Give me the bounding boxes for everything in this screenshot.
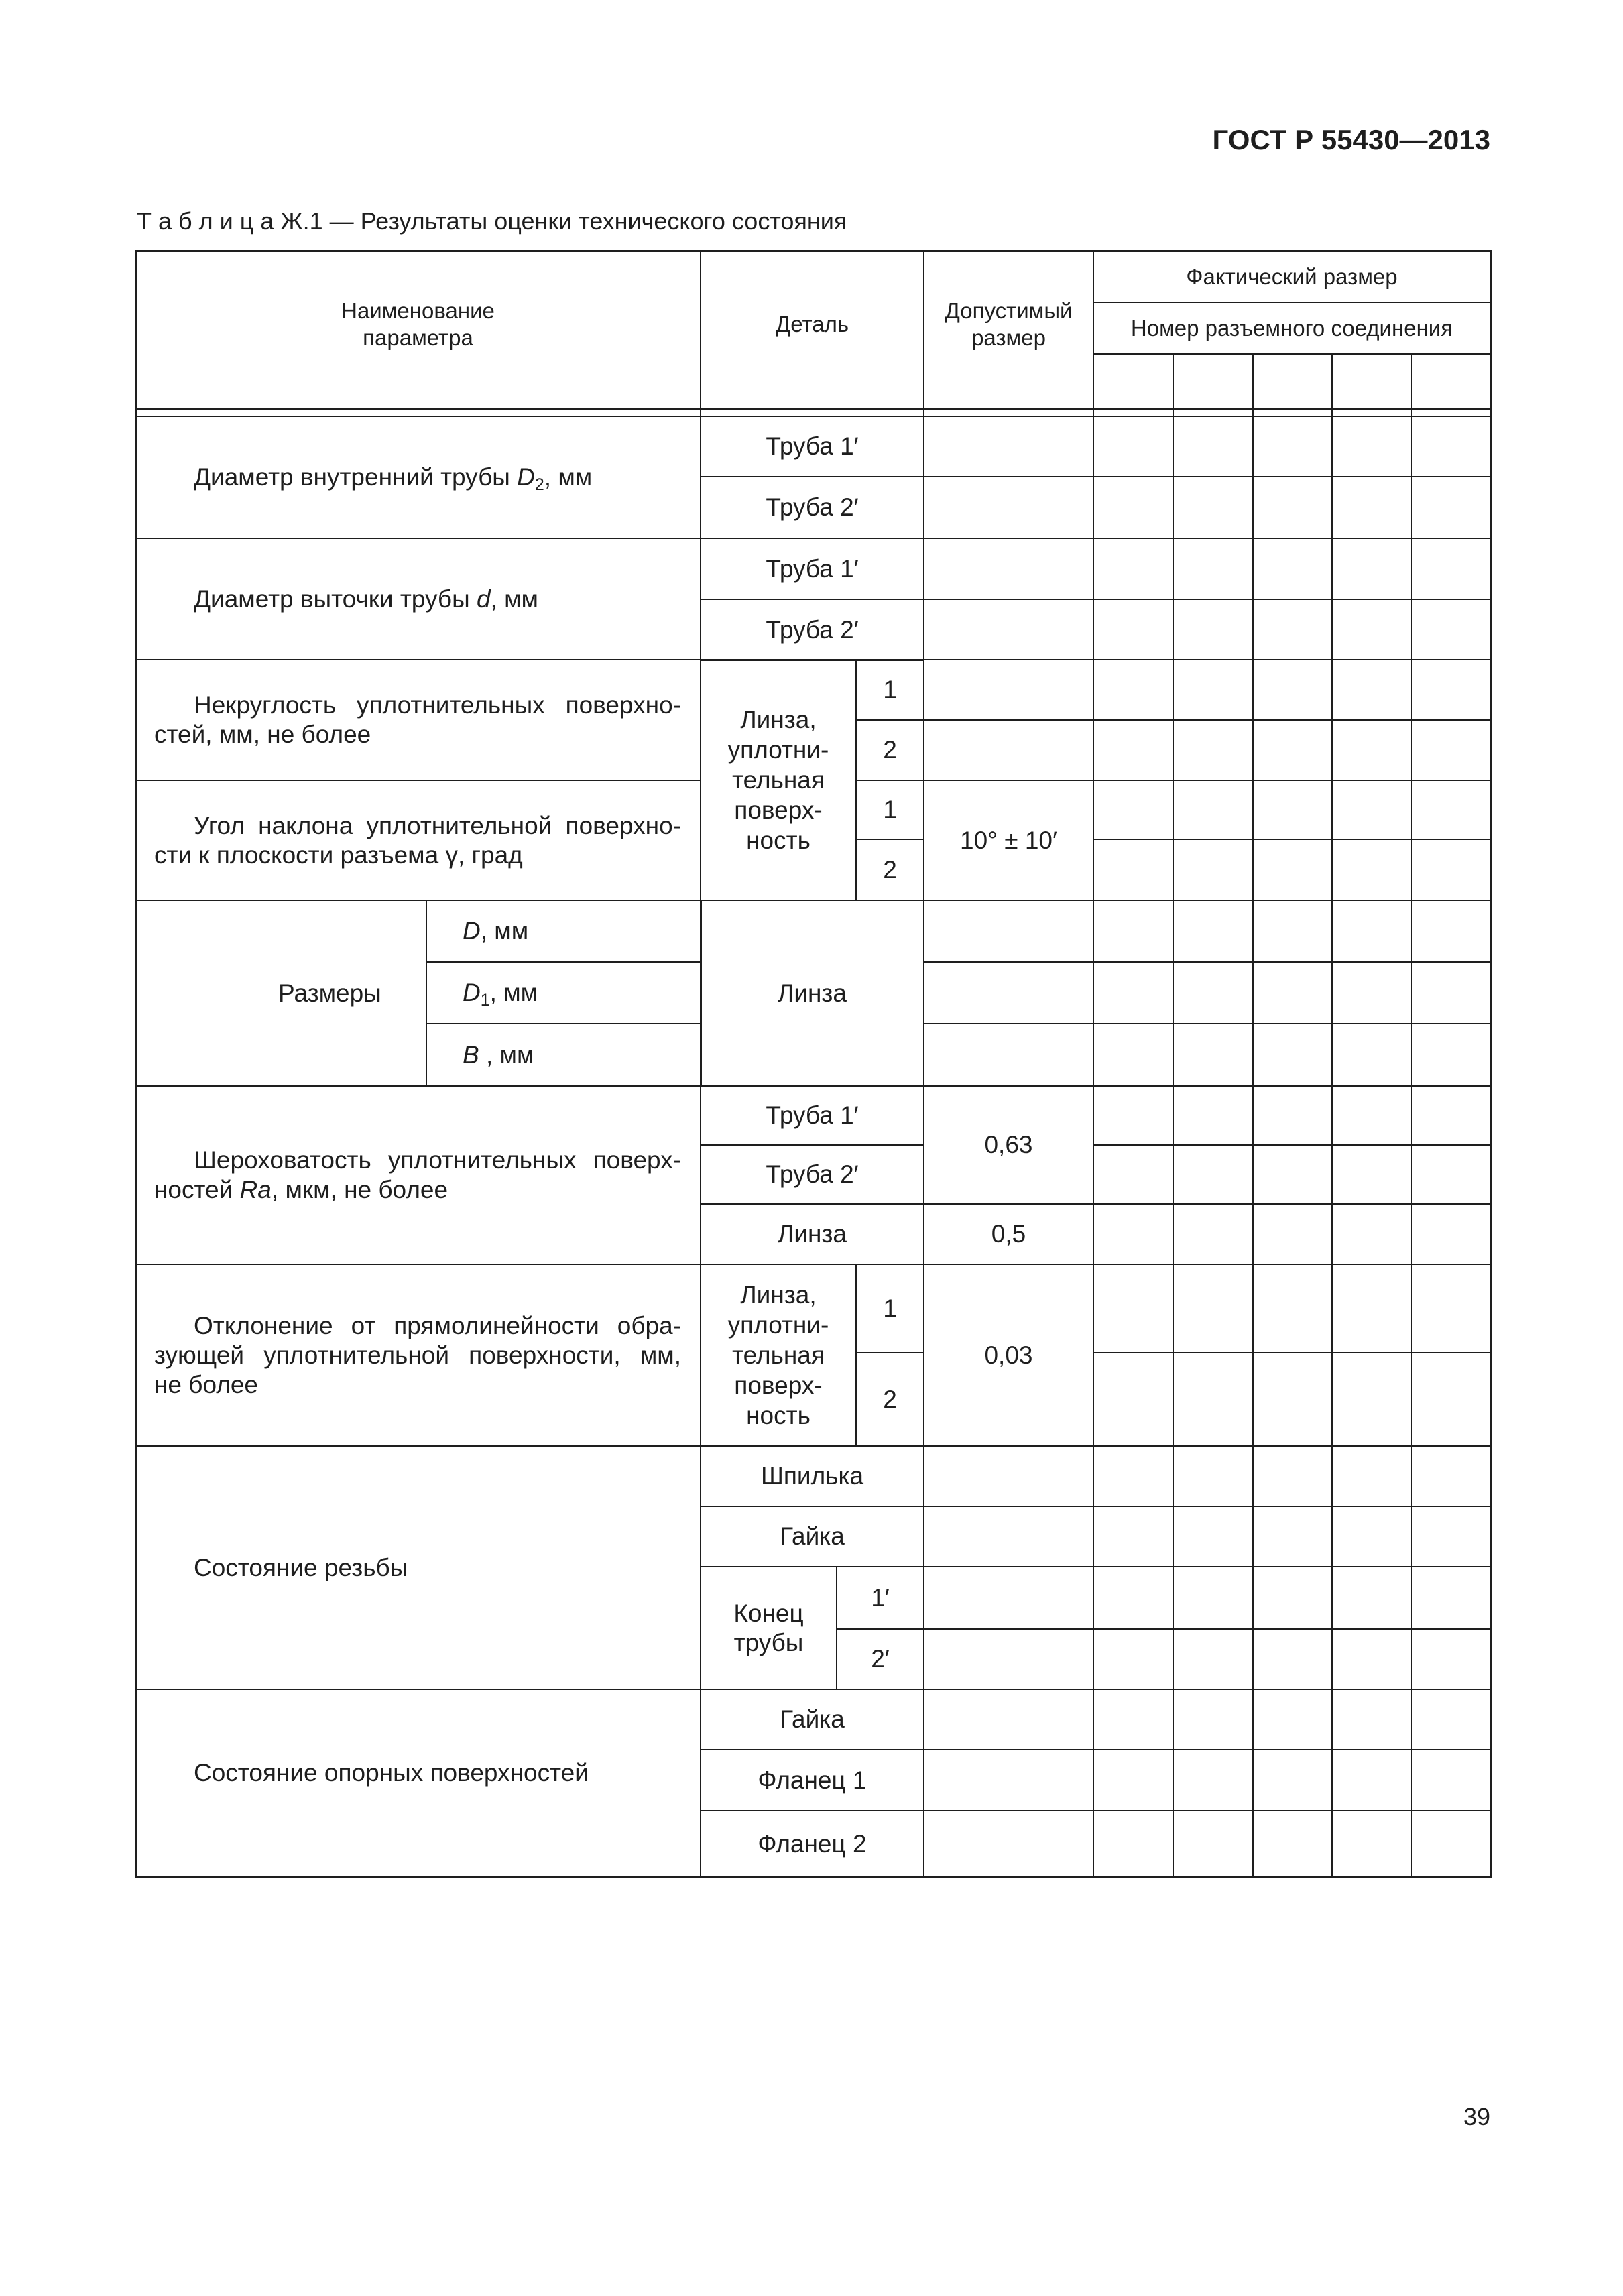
- allowed-size-value: 10° ± 10′: [923, 780, 1094, 901]
- param-line: Некруглость уплотнительных поверхно-: [194, 691, 681, 719]
- param-symbol: D: [517, 463, 535, 491]
- allowed-size-cell: [923, 719, 1094, 781]
- header-parameter: Наименование параметра: [135, 250, 701, 410]
- connection-number-header-cell: [1252, 353, 1333, 410]
- measurement-cell: [1411, 1810, 1491, 1878]
- connection-number-header-cell: [1411, 353, 1491, 410]
- allowed-size-cell: [923, 1749, 1094, 1811]
- measurement-cell: [1331, 961, 1412, 1024]
- param-inner-diameter: [135, 416, 701, 539]
- measurement-cell: [1093, 1264, 1174, 1353]
- measurement-cell: [1173, 1506, 1254, 1567]
- measurement-cell: [1411, 1628, 1491, 1690]
- param-symbol: d: [476, 585, 491, 613]
- measurement-cell: [1331, 476, 1412, 539]
- measurement-cell: [1252, 1264, 1333, 1353]
- measurement-cell: [1331, 538, 1412, 600]
- detail-cell: Труба 2′: [700, 476, 924, 539]
- allowed-size-value: 0,63: [923, 1085, 1094, 1205]
- measurement-cell: [1411, 1689, 1491, 1750]
- param-line: Угол наклона уплотнительной поверхно-: [194, 811, 681, 839]
- measurement-cell: [1252, 1144, 1333, 1205]
- dimension-d: [426, 900, 702, 963]
- measurement-cell: [1252, 1085, 1333, 1146]
- measurement-cell: [1173, 538, 1254, 600]
- measurement-cell: [1252, 1566, 1333, 1630]
- allowed-size-cell: [923, 1445, 1094, 1507]
- allowed-size-cell: [923, 1506, 1094, 1567]
- measurement-cell: [1173, 599, 1254, 660]
- dimension-unit: , мм: [479, 1040, 534, 1069]
- measurement-cell: [1093, 1023, 1174, 1087]
- measurement-cell: [1093, 1749, 1174, 1811]
- param-line: стей, мм, не более: [154, 721, 371, 748]
- measurement-cell: [1093, 839, 1174, 901]
- allowed-size-cell: [923, 476, 1094, 539]
- allowed-size-value: 0,5: [923, 1203, 1094, 1265]
- measurement-cell: [1411, 719, 1491, 781]
- measurement-cell: [1093, 416, 1174, 477]
- measurement-cell: [1252, 1203, 1333, 1265]
- measurement-cell: [1411, 1144, 1491, 1205]
- measurement-cell: [1331, 416, 1412, 477]
- param-roughness: [135, 1085, 701, 1265]
- header-separator: [700, 408, 924, 417]
- param-symbol: Ra: [239, 1176, 272, 1203]
- dimension-unit: , мм: [489, 979, 538, 1006]
- measurement-cell: [1331, 780, 1412, 840]
- measurement-cell: [1093, 1628, 1174, 1690]
- param-groove-diameter: [135, 538, 701, 660]
- measurement-cell: [1093, 961, 1174, 1024]
- measurement-cell: [1411, 538, 1491, 600]
- allowed-size-cell: [923, 1628, 1094, 1690]
- measurement-cell: [1093, 1566, 1174, 1630]
- measurement-cell: [1173, 780, 1254, 840]
- pipe-end-number: 1′: [836, 1566, 924, 1630]
- measurement-cell: [1331, 659, 1412, 721]
- measurement-cell: [1331, 719, 1412, 781]
- param-text: Диаметр внутренний трубы: [194, 463, 518, 491]
- measurement-cell: [1252, 719, 1333, 781]
- measurement-cell: [1411, 900, 1491, 963]
- detail-cell: Труба 2′: [700, 1144, 924, 1205]
- detail-cell: Труба 1′: [700, 1085, 924, 1146]
- surface-number: 1: [855, 780, 924, 840]
- measurement-cell: [1331, 1203, 1412, 1265]
- measurement-cell: [1252, 1749, 1333, 1811]
- measurement-cell: [1173, 1085, 1254, 1146]
- measurement-cell: [1173, 476, 1254, 539]
- measurement-cell: [1411, 961, 1491, 1024]
- param-straightness: [135, 1264, 701, 1447]
- surface-number: 2: [855, 1352, 924, 1447]
- page-number: 39: [1463, 2103, 1490, 2130]
- measurement-cell: [1173, 659, 1254, 721]
- measurement-cell: [1093, 1810, 1174, 1878]
- detail-cell: Труба 2′: [700, 599, 924, 661]
- measurement-cell: [1173, 839, 1254, 901]
- measurement-cell: [1411, 476, 1491, 539]
- measurement-cell: [1252, 1628, 1333, 1690]
- measurement-cell: [1411, 1506, 1491, 1567]
- measurement-cell: [1252, 780, 1333, 840]
- param-thread-condition: [135, 1445, 701, 1690]
- measurement-cell: [1411, 1352, 1491, 1447]
- allowed-size-value: 0,03: [923, 1264, 1094, 1447]
- pipe-end-number: 2′: [836, 1628, 924, 1690]
- allowed-size-cell: [923, 599, 1094, 660]
- detail-cell: Линза: [700, 1203, 924, 1265]
- allowed-size-cell: [923, 900, 1094, 963]
- measurement-cell: [1252, 900, 1333, 963]
- surface-number: 1: [855, 1264, 924, 1353]
- param-subscript: 2: [534, 475, 544, 494]
- measurement-cell: [1252, 1506, 1333, 1567]
- measurement-cell: [1173, 1689, 1254, 1750]
- measurement-cell: [1411, 1023, 1491, 1087]
- measurement-cell: [1093, 1352, 1174, 1447]
- header-actual-size: Фактический размер: [1093, 250, 1491, 303]
- measurement-cell: [1252, 1810, 1333, 1878]
- measurement-cell: [1331, 1810, 1412, 1878]
- detail-cell: Фланец 1: [700, 1749, 924, 1811]
- param-out-of-roundness: [135, 659, 701, 781]
- connection-number-header-cell: [1173, 353, 1254, 410]
- param-line: Отклонение от прямолинейности обра-: [194, 1311, 681, 1339]
- measurement-cell: [1173, 416, 1254, 477]
- measurement-cell: [1252, 1689, 1333, 1750]
- param-text: ностей: [154, 1176, 240, 1203]
- measurement-cell: [1093, 1689, 1174, 1750]
- measurement-cell: [1331, 599, 1412, 660]
- measurement-cell: [1331, 1085, 1412, 1146]
- measurement-cell: [1093, 900, 1174, 963]
- param-line: сти к плоскости разъема γ, град: [154, 841, 523, 869]
- detail-cell: Фланец 2: [700, 1810, 924, 1878]
- measurement-cell: [1093, 1144, 1174, 1205]
- measurement-cell: [1093, 1445, 1174, 1507]
- measurement-cell: [1331, 1689, 1412, 1750]
- param-bearing-surfaces: [135, 1689, 701, 1878]
- param-unit: , мм: [544, 463, 593, 491]
- measurement-cell: [1411, 1749, 1491, 1811]
- measurement-cell: [1173, 961, 1254, 1024]
- measurement-cell: [1252, 538, 1333, 600]
- allowed-size-cell: [923, 1566, 1094, 1630]
- measurement-cell: [1173, 1144, 1254, 1205]
- measurement-cell: [1411, 839, 1491, 901]
- measurement-cell: [1411, 1566, 1491, 1630]
- measurement-cell: [1093, 476, 1174, 539]
- measurement-cell: [1331, 1749, 1412, 1811]
- measurement-cell: [1173, 1566, 1254, 1630]
- measurement-cell: [1093, 599, 1174, 660]
- measurement-cell: [1252, 1023, 1333, 1087]
- measurement-cell: [1411, 416, 1491, 477]
- dimension-symbol: B: [463, 1040, 479, 1069]
- measurement-cell: [1331, 1352, 1412, 1447]
- allowed-size-cell: [923, 416, 1094, 477]
- measurement-cell: [1173, 900, 1254, 963]
- allowed-size-cell: [923, 659, 1094, 721]
- param-unit: , мкм, не более: [271, 1176, 448, 1203]
- measurement-cell: [1252, 839, 1333, 901]
- measurement-cell: [1331, 1023, 1412, 1087]
- dimension-subscript: 1: [480, 991, 490, 1010]
- param-dimensions: Размеры: [135, 900, 427, 1087]
- param-sealing-angle: [135, 780, 701, 901]
- detail-lens: Линза: [700, 900, 924, 1087]
- measurement-cell: [1331, 900, 1412, 963]
- measurement-cell: [1173, 719, 1254, 781]
- detail-cell: Труба 1′: [700, 538, 924, 600]
- connection-number-header-cell: [1331, 353, 1412, 410]
- measurement-cell: [1173, 1264, 1254, 1353]
- dimension-b: [426, 1023, 702, 1087]
- measurement-cell: [1173, 1628, 1254, 1690]
- param-text: Диаметр выточки трубы: [194, 585, 477, 613]
- measurement-cell: [1252, 1445, 1333, 1507]
- measurement-cell: [1173, 1445, 1254, 1507]
- measurement-cell: [1093, 719, 1174, 781]
- measurement-cell: [1093, 659, 1174, 721]
- measurement-cell: [1093, 1203, 1174, 1265]
- standard-number: ГОСТ Р 55430—2013: [1212, 124, 1490, 156]
- table-caption: Т а б л и ц а Ж.1 — Результаты оценки технического состояния: [137, 207, 847, 235]
- measurement-cell: [1252, 659, 1333, 721]
- param-line: Шероховатость уплотнительных поверх-: [194, 1146, 681, 1174]
- param-line: Состояние резьбы: [194, 1553, 408, 1581]
- detail-cell: Труба 1′: [700, 416, 924, 477]
- detail-lens-sealing-surface: Линза, уплотни- тельная поверх- ность: [700, 1264, 857, 1447]
- surface-number: 2: [855, 839, 924, 901]
- allowed-size-cell: [923, 961, 1094, 1024]
- detail-cell: Гайка: [700, 1506, 924, 1567]
- measurement-cell: [1331, 1628, 1412, 1690]
- measurement-cell: [1411, 599, 1491, 660]
- measurement-cell: [1411, 659, 1491, 721]
- allowed-size-cell: [923, 538, 1094, 600]
- detail-lens-sealing-surface: Линза, уплотни- тельная поверх- ность: [700, 659, 857, 901]
- measurement-cell: [1252, 1352, 1333, 1447]
- detail-cell: Гайка: [700, 1689, 924, 1750]
- measurement-cell: [1173, 1749, 1254, 1811]
- header-separator: [135, 408, 701, 417]
- measurement-cell: [1093, 1085, 1174, 1146]
- measurement-cell: [1173, 1352, 1254, 1447]
- measurement-cell: [1252, 476, 1333, 539]
- measurement-cell: [1252, 416, 1333, 477]
- measurement-cell: [1411, 780, 1491, 840]
- measurement-cell: [1093, 1506, 1174, 1567]
- measurement-cell: [1173, 1203, 1254, 1265]
- allowed-size-cell: [923, 1023, 1094, 1087]
- dimension-symbol: D: [463, 979, 481, 1006]
- param-line: не более: [154, 1370, 258, 1398]
- measurement-cell: [1411, 1445, 1491, 1507]
- measurement-cell: [1331, 1144, 1412, 1205]
- detail-pipe-end: Конец трубы: [700, 1566, 837, 1690]
- measurement-cell: [1173, 1023, 1254, 1087]
- measurement-cell: [1411, 1085, 1491, 1146]
- detail-cell: Шпилька: [700, 1445, 924, 1507]
- dimension-d1: [426, 961, 702, 1024]
- measurement-cell: [1411, 1203, 1491, 1265]
- measurement-cell: [1331, 839, 1412, 901]
- measurement-cell: [1252, 599, 1333, 660]
- dimension-unit: , мм: [480, 917, 529, 945]
- measurement-cell: [1331, 1566, 1412, 1630]
- surface-number: 2: [855, 719, 924, 781]
- param-line: Состояние опорных поверхностей: [194, 1759, 589, 1787]
- allowed-size-cell: [923, 1810, 1094, 1878]
- measurement-cell: [1173, 1810, 1254, 1878]
- surface-number: 1: [855, 659, 924, 721]
- connection-number-header-cell: [1093, 353, 1174, 410]
- allowed-size-cell: [923, 1689, 1094, 1750]
- measurement-cell: [1093, 538, 1174, 600]
- measurement-cell: [1331, 1506, 1412, 1567]
- header-detail: Деталь: [700, 250, 924, 410]
- param-unit: , мм: [490, 585, 538, 613]
- measurement-cell: [1331, 1264, 1412, 1353]
- measurement-cell: [1411, 1264, 1491, 1353]
- param-line: зующей уплотнительной поверхности, мм,: [154, 1341, 681, 1369]
- dimension-symbol: D: [463, 917, 481, 945]
- measurement-cell: [1331, 1445, 1412, 1507]
- header-connection-number: Номер разъемного соединения: [1093, 302, 1491, 355]
- measurement-cell: [1252, 961, 1333, 1024]
- measurement-cell: [1093, 780, 1174, 840]
- header-allowed-size: Допустимый размер: [923, 250, 1094, 410]
